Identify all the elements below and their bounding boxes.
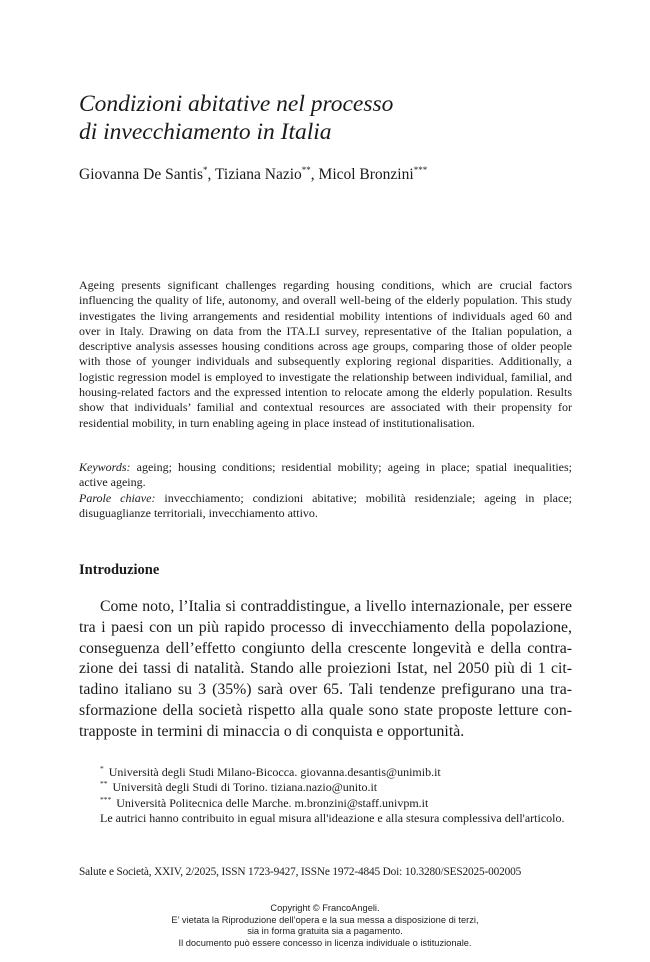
copyright-line: E’ vietata la Riproduzione dell’opera e la sua messa a disposizione di terzi,: [171, 914, 479, 925]
footnote-text: Università Politecnica delle Marche. m.bronzini@staff.univpm.it: [116, 795, 429, 810]
footnote: [79, 765, 572, 780]
copyright-line: Il documento può essere concesso in licenza individuale o istituzionale.: [178, 937, 472, 948]
author-affiliation-mark: *: [202, 165, 208, 175]
author-name: Giovanna De Santis: [79, 166, 203, 183]
footnote-mark: *: [100, 764, 104, 773]
intro-paragraph: Come noto, l’Italia si contraddistingue, a livello internazionale, per essere tra i paesi con un più rapido processo di invecchiamento della popolazione, conseguenza dell’effetto congiunto della crescente longevità e della contrazione dei tassi di natalità. Stando alle proiezioni Istat, nel 2050 più di 1 cittadino italiano su 3 (35%) sarà over 65. Tali tendenze prefigurano una trasformazione della società rispetto alla quale sono state proposte letture contrapposte in termini di minaccia o di conquista e opportunità.: [79, 598, 572, 740]
article-title-line-1: Condizioni abitative nel processo: [79, 91, 394, 117]
author-name: Tiziana Nazio: [214, 166, 302, 183]
author-separator: ,: [207, 166, 215, 183]
journal-citation: Salute e Società, XXIV, 2/2025, ISSN 1723-9427, ISSNe 1972-4845 Doi: 10.3280/SES2025-002005: [79, 866, 522, 878]
copyright-line: Copyright © FrancoAngeli.: [270, 903, 380, 913]
footnote-text: Università degli Studi di Torino. tiziana.nazio@unito.it: [112, 780, 378, 795]
author-affiliation-mark: **: [301, 165, 311, 175]
author-separator: ,: [310, 166, 319, 183]
parole-chiave-label: Parole chiave:: [79, 490, 156, 505]
footnote-text: Università degli Studi Milano-Bicocca. giovanna.desantis@unimib.it: [108, 765, 441, 779]
footnote-mark: **: [100, 779, 108, 789]
parole-chiave-text: invecchiamento; condizioni abitative; mobilità residenziale; ageing in place; disuguaglianze territoriali, invecchiamento attivo.: [79, 490, 572, 520]
keywords-text: ageing; housing conditions; residential mobility; ageing in place; spatial inequalities; active ageing.: [79, 460, 572, 490]
footnote-mark: ***: [100, 794, 112, 804]
footnote: [79, 780, 572, 795]
copyright-notice: [0, 903, 650, 949]
keywords-italian: [79, 491, 572, 522]
keywords-english: [79, 460, 572, 491]
section-heading: Introduzione: [79, 562, 160, 578]
copyright-line: sia in forma gratuita sia a pagamento.: [247, 926, 403, 937]
author-list: [79, 165, 572, 184]
contribution-note: Le autrici hanno contribuito in egual misura all'ideazione e alla stesura complessiva dell'articolo.: [100, 810, 565, 825]
article-title-line-2: di invecchiamento in Italia: [79, 119, 332, 145]
keywords-block: [79, 460, 572, 521]
footnotes: [79, 765, 572, 826]
keywords-label: Keywords:: [79, 460, 131, 474]
author-affiliation-mark: ***: [413, 165, 428, 175]
abstract: Ageing presents significant challenges regarding housing conditions, which are crucial factors influencing the quality of life, autonomy, and overall well-being of the elderly population. This study investigates the living arrangements and residential mobility intentions of individuals aged 60 and over in Italy. Drawing on data from the ITA.LI survey, representative of the Italian population, a descriptive analysis assesses housing conditions across age groups, comparing those of older people with those of younger individuals and subsequently exploring regional disparities. Additionally, a logistic regression model is employed to investigate the relationship between individual, familial, and housing-related factors and the expressed intention to relocate among the elderly population. Results show that individuals’ familial and contextual resources are associated with their propensity for residential mobility, in turn enabling ageing in place instead of institutionalisation.: [79, 278, 572, 430]
article-title: [79, 90, 572, 146]
author-name: Micol Bronzini: [318, 166, 414, 183]
footnote: [79, 796, 572, 811]
